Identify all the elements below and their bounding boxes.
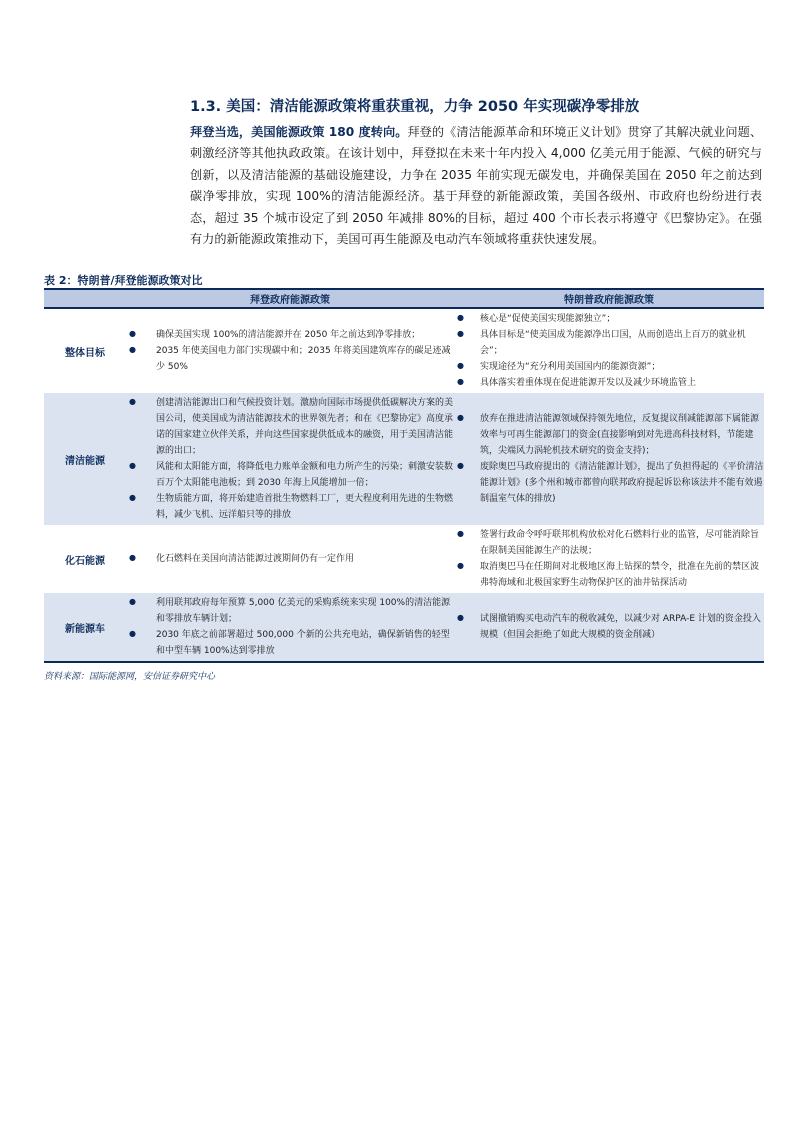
list-item: ● 2035 年使美国电力部门实现碳中和；2035 年将美国建筑库存的碳足迹减少 50% [126,343,454,375]
list-item: ● 试图撤销购买电动汽车的税收减免，以减少对 ARPA-E 计划的资金投入规模（但国会拒绝了如此大规模的资金削减） [454,611,764,643]
row-category: 化石能源 [44,525,126,593]
list-item: ● 签署行政命令呼吁联邦机构放松对化石燃料行业的监管，尽可能消除旨在限制美国能源生产的法规； [454,527,764,559]
list-item: ● 利用联邦政府每年预算 5,000 亿美元的采购系统来实现 100%的清洁能源和零排放车辆计划； [126,595,454,627]
trump-cell [454,308,764,393]
intro-paragraph [190,122,762,250]
trump-cell [454,593,764,662]
biden-cell [126,593,454,662]
list-item: ● 2030 年底之前部署超过 500,000 个新的公共充电站，确保新销售的轻型和中型车辆 100%达到零排放 [126,627,454,659]
source-note: 资料来源：国际能源网，安信证券研究中心 [44,672,216,682]
table-header-row [44,289,764,308]
row-category: 整体目标 [44,308,126,393]
policy-comparison-table [44,288,764,663]
list-item: ● 取消奥巴马在任期间对北极地区海上钻探的禁令，批准在先前的禁区波弗特海域和北极国家野生动物保护区的油井钻探活动 [454,559,764,591]
table-row [44,308,764,393]
biden-cell [126,308,454,393]
table-row [44,393,764,525]
list-item: ● 具体目标是“使美国成为能源净出口国，从而创造出上百万的就业机会”； [454,327,764,359]
intro-lead: 拜登当选，美国能源政策 180 度转向。 [190,125,408,139]
list-item: ● 废除奥巴马政府提出的《清洁能源计划》，提出了负担得起的《平价清洁能源计划》(多个州和城市都曾向联邦政府提起诉讼称该法并不能有效遏制温室气体的排放) [454,459,764,507]
trump-cell [454,525,764,593]
row-category: 清洁能源 [44,393,126,525]
trump-cell [454,393,764,525]
list-item: ● 化石燃料在美国向清洁能源过渡期间仍有一定作用 [126,551,454,567]
section-title: 1.3. 美国：清洁能源政策将重获重视，力争 2050 年实现碳净零排放 [190,99,640,115]
list-item: ● 确保美国实现 100%的清洁能源并在 2050 年之前达到净零排放； [126,327,454,343]
list-item: ● 核心是“促使美国实现能源独立”； [454,311,764,327]
intro-body: 拜登的《清洁能源革命和环境正义计划》贯穿了其解决就业问题、刺激经济等其他执政政策。在该计划中，拜登拟在未来十年内投入 4,000 亿美元用于能源、气候的研究与创新，以及清洁能源的基础设施建设，力争在 2035 年前实现无碳发电，并确保美国在 2050 年之前达到碳净零排放，实现 100%的清洁能源经济。基于拜登的新能源政策，美国各级州、市政府也纷纷进行表态，超过 35 个城市设定了到 2050 年减排 80%的目标，超过 400 个市长表示将遵守《巴黎协定》。在强有力的新能源政策推动下，美国可再生能源及电动汽车领域将重获快速发展。 [190,125,763,247]
table-row [44,593,764,662]
list-item: ● 放弃在推进清洁能源领域保持领先地位，反复提议削减能源部下属能源效率与可再生能源部门的资金(直接影响到对先进高科技材料，节能建筑，尖端风力涡轮机技术研究的资金支持)； [454,411,764,459]
list-item: ● 风能和太阳能方面，将降低电力账单金额和电力所产生的污染；刺激安装数百万个太阳能电池板；到 2030 年海上风能增加一倍； [126,459,454,491]
list-item: ● 实现途径为“充分利用美国国内的能源资源”； [454,359,764,375]
row-category: 新能源车 [44,593,126,662]
table-caption: 表 2：特朗普/拜登能源政策对比 [44,274,203,287]
list-item: ● 生物质能方面，将开始建造首批生物燃料工厂，更大程度利用先进的生物燃料，减少飞机、远洋船只等的排放 [126,491,454,523]
header-category [44,289,126,308]
header-trump: 特朗普政府能源政策 [454,289,764,308]
biden-cell [126,393,454,525]
list-item: ● 创建清洁能源出口和气候投资计划。激励向国际市场提供低碳解决方案的美国公司，使美国成为清洁能源技术的世界领先者；和在《巴黎协定》高度承诺的国家建立伙伴关系，并向这些国家提供低成本的融资，用于美国清洁能源的出口； [126,395,454,459]
list-item: ● 具体落实着重体现在促进能源开发以及减少环境监管上 [454,375,764,391]
biden-cell [126,525,454,593]
header-biden: 拜登政府能源政策 [126,289,454,308]
table-row [44,525,764,593]
